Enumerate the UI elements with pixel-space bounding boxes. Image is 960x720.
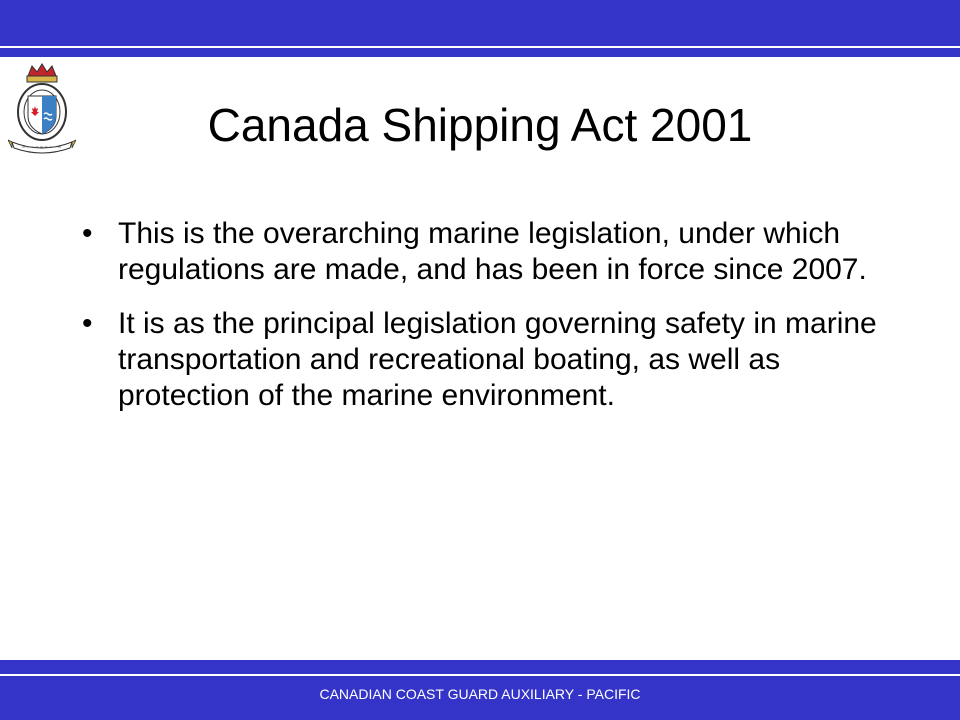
bullet-item <box>80 216 880 288</box>
footer-text: CANADIAN COAST GUARD AUXILIARY - PACIFIC <box>319 686 641 702</box>
footer-rule <box>0 674 960 676</box>
bullet-item <box>80 306 880 414</box>
slide-title: Canada Shipping Act 2001 <box>207 99 753 151</box>
header-band <box>0 0 960 57</box>
bullet-marker: • <box>82 307 93 340</box>
header-rule <box>0 46 960 48</box>
bullet-list <box>80 216 880 432</box>
bullet-text: It is as the principal legislation governing safety in marine transportation and recreational boating, as well as protection of the marine environment. <box>118 307 877 412</box>
bullet-text: This is the overarching marine legislation, under which regulations are made, and has been in force since 2007. <box>118 217 867 286</box>
bullet-marker: • <box>82 217 93 250</box>
